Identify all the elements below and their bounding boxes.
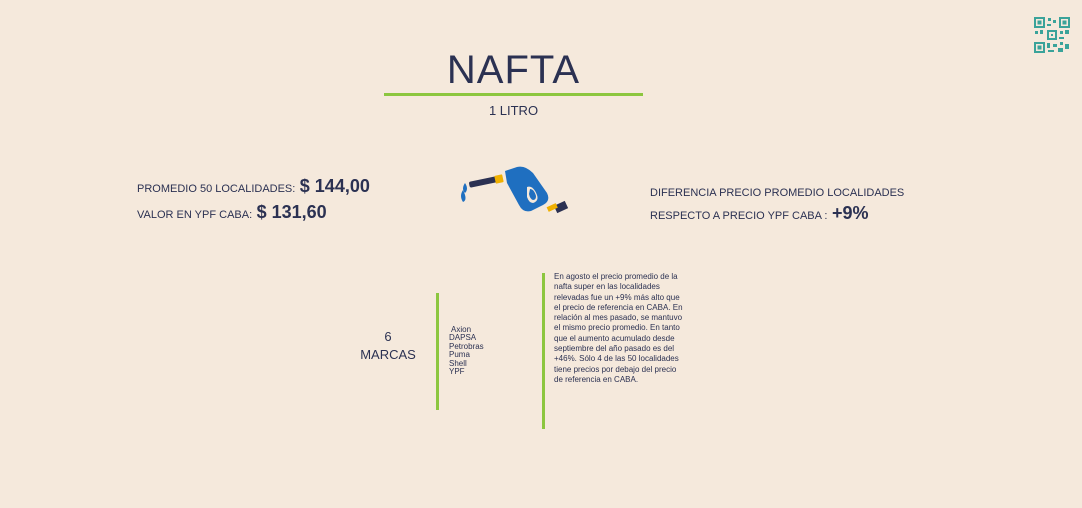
marcas-block [355,328,421,364]
promedio-value: $ 144,00 [299,176,370,196]
title-underline [384,93,643,96]
diferencia-row-2 [650,203,868,224]
brand-item: Puma [449,350,470,360]
diferencia-row-1 [650,183,904,201]
marcas-count: 6 [384,329,392,344]
brand-item: Petrobras [449,341,484,351]
page-subtitle: 1 LITRO [488,103,539,118]
brands-list [449,326,484,376]
promedio-row [137,176,370,197]
description-text: En agosto el precio promedio de la nafta super en las localidades relevadas fue un +9% más alto que el precio de referencia en CABA. En relación al mes pasado, se mantuvo el mismo precio promedio. En tanto que el aumento acumulado desde septiembre del año pasado es del +46%. Sólo 4 de las 50 localidades tiene precios por debajo del precio de referencia en CABA. [554,272,683,384]
brand-item: Axion [451,325,472,334]
page-title: NAFTA [446,48,581,92]
qr-code-icon[interactable] [1034,17,1070,53]
diferencia-label-1: DIFERENCIA PRECIO PROMEDIO LOCALIDADES [650,187,905,199]
diferencia-label-2: RESPECTO A PRECIO YPF CABA : [650,210,828,222]
ypf-value: $ 131,60 [256,202,327,222]
brand-item: YPF [449,367,465,377]
brand-item: DAPSA [449,333,477,343]
diferencia-value: +9% [831,203,869,223]
ypf-row [137,202,327,223]
ypf-label: VALOR EN YPF CABA: [137,209,253,221]
divider-brands [436,293,439,410]
promedio-label: PROMEDIO 50 LOCALIDADES: [137,183,296,195]
marcas-label: MARCAS [360,347,416,362]
divider-description [542,273,545,429]
fuel-nozzle-icon [455,165,575,215]
brand-item: Shell [449,358,467,368]
